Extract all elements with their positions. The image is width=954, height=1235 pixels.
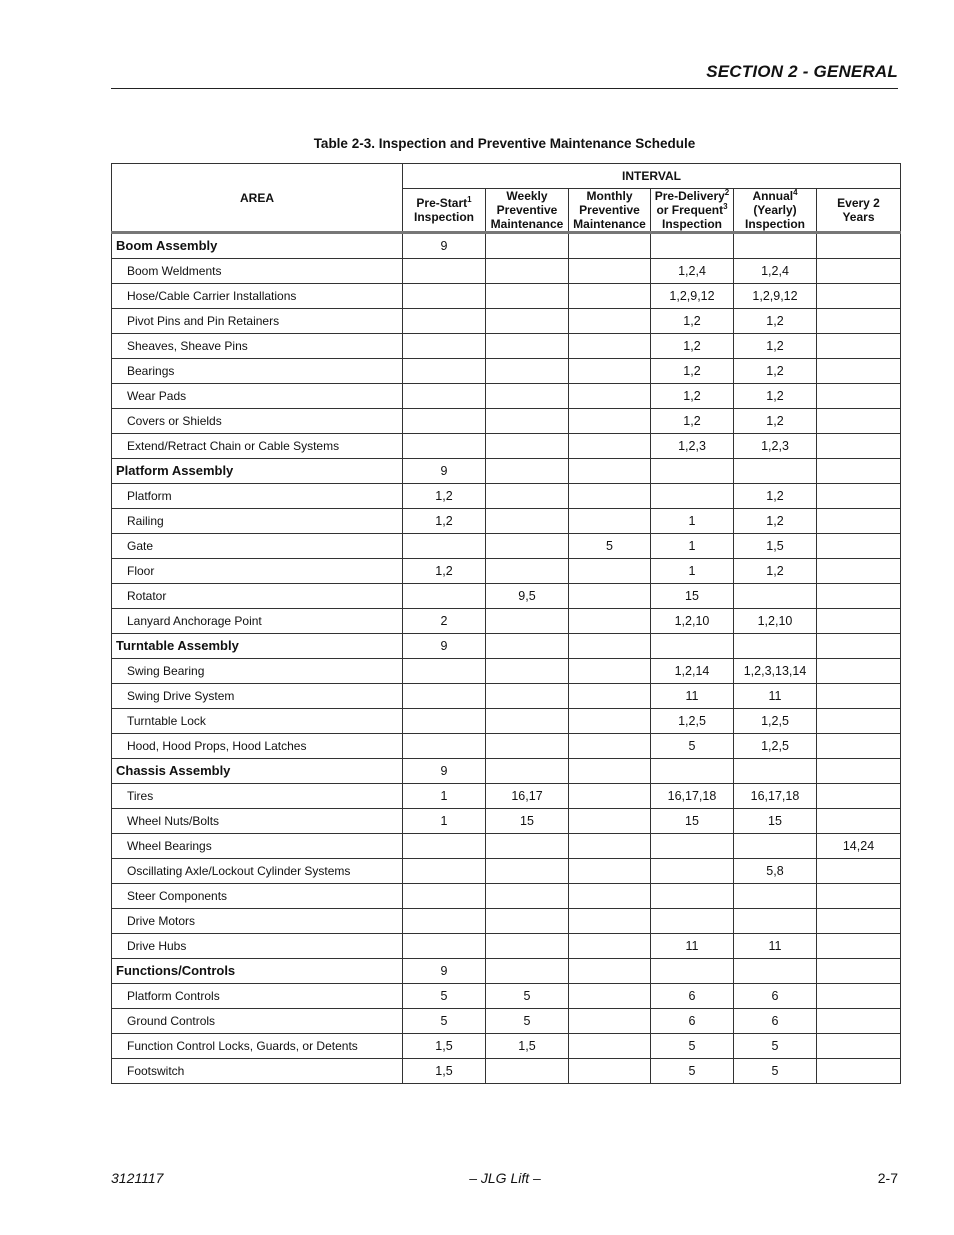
group-row (112, 233, 901, 259)
interval-cell (403, 659, 486, 684)
interval-cell (486, 684, 569, 709)
area-label: Swing Drive System (112, 684, 403, 709)
table-row (112, 709, 901, 734)
interval-cell: 5 (569, 534, 651, 559)
interval-cell: 9,5 (486, 584, 569, 609)
interval-cell (569, 309, 651, 334)
interval-cell (403, 709, 486, 734)
interval-cell: 11 (734, 934, 817, 959)
interval-cell (403, 909, 486, 934)
interval-cell (569, 884, 651, 909)
interval-cell (734, 459, 817, 484)
interval-cell (569, 284, 651, 309)
interval-cell: 9 (403, 459, 486, 484)
area-label: Wear Pads (112, 384, 403, 409)
interval-cell (569, 784, 651, 809)
interval-cell: 9 (403, 233, 486, 259)
interval-cell: 5 (486, 1009, 569, 1034)
interval-cell (817, 459, 901, 484)
interval-cell (817, 709, 901, 734)
table-row (112, 609, 901, 634)
group-label: Boom Assembly (112, 233, 403, 259)
table-row (112, 534, 901, 559)
interval-cell (734, 233, 817, 259)
interval-cell (569, 834, 651, 859)
interval-cell: 1,2,3 (734, 434, 817, 459)
interval-cell: 1,2 (651, 309, 734, 334)
interval-cell (651, 759, 734, 784)
interval-cell (569, 934, 651, 959)
table-row (112, 434, 901, 459)
table-row (112, 409, 901, 434)
interval-cell (403, 259, 486, 284)
interval-cell (569, 1034, 651, 1059)
interval-cell (817, 634, 901, 659)
interval-cell (403, 934, 486, 959)
area-label: Function Control Locks, Guards, or Detents (112, 1034, 403, 1059)
interval-cell (817, 684, 901, 709)
group-row (112, 459, 901, 484)
interval-cell (651, 884, 734, 909)
interval-cell: 1,2 (734, 484, 817, 509)
interval-cell (486, 233, 569, 259)
group-label: Functions/Controls (112, 959, 403, 984)
interval-cell (486, 259, 569, 284)
interval-column-header: Pre-Delivery$^2$ or Frequent$^3$ Inspection (651, 189, 734, 233)
interval-cell (403, 309, 486, 334)
interval-cell: 1 (403, 809, 486, 834)
footer-page-number: 2-7 (877, 1170, 898, 1186)
area-label: Boom Weldments (112, 259, 403, 284)
interval-cell (486, 534, 569, 559)
interval-cell (569, 259, 651, 284)
interval-cell: 1,5 (734, 534, 817, 559)
interval-cell (403, 359, 486, 384)
interval-cell (734, 909, 817, 934)
interval-cell: 1,2,9,12 (651, 284, 734, 309)
interval-cell (486, 309, 569, 334)
area-label: Drive Motors (112, 909, 403, 934)
interval-cell (817, 534, 901, 559)
interval-cell: 16,17,18 (651, 784, 734, 809)
table-row (112, 934, 901, 959)
interval-cell (486, 334, 569, 359)
interval-cell (569, 584, 651, 609)
interval-cell: 11 (651, 934, 734, 959)
interval-cell: 1,2 (734, 334, 817, 359)
interval-cell: 1,2,5 (651, 709, 734, 734)
interval-cell (403, 384, 486, 409)
interval-cell (486, 384, 569, 409)
interval-cell (486, 284, 569, 309)
interval-cell (817, 809, 901, 834)
interval-cell (569, 809, 651, 834)
interval-cell (569, 334, 651, 359)
interval-cell (486, 734, 569, 759)
interval-cell: 16,17 (486, 784, 569, 809)
interval-cell: 1,2,5 (734, 734, 817, 759)
maintenance-schedule-table (111, 163, 901, 1084)
interval-cell (569, 233, 651, 259)
interval-cell (651, 634, 734, 659)
area-label: Hood, Hood Props, Hood Latches (112, 734, 403, 759)
interval-cell: 6 (651, 984, 734, 1009)
interval-cell (734, 584, 817, 609)
interval-cell (486, 559, 569, 584)
table-row (112, 259, 901, 284)
interval-cell: 15 (486, 809, 569, 834)
interval-cell: 1,2 (651, 334, 734, 359)
interval-column-header: Weekly Preventive Maintenance (486, 189, 569, 233)
table-row (112, 884, 901, 909)
area-label: Extend/Retract Chain or Cable Systems (112, 434, 403, 459)
area-label: Platform Controls (112, 984, 403, 1009)
area-label: Gate (112, 534, 403, 559)
interval-cell: 15 (734, 809, 817, 834)
interval-cell (403, 584, 486, 609)
area-label: Floor (112, 559, 403, 584)
interval-cell: 5 (651, 734, 734, 759)
interval-cell (403, 859, 486, 884)
table-row (112, 734, 901, 759)
area-label: Turntable Lock (112, 709, 403, 734)
interval-cell (817, 584, 901, 609)
interval-cell (403, 734, 486, 759)
interval-cell: 2 (403, 609, 486, 634)
interval-cell: 5 (734, 1059, 817, 1084)
interval-cell (486, 434, 569, 459)
interval-cell (486, 959, 569, 984)
interval-cell (651, 959, 734, 984)
interval-cell (817, 559, 901, 584)
section-header: SECTION 2 - GENERAL (706, 62, 898, 81)
interval-cell (569, 909, 651, 934)
area-label: Oscillating Axle/Lockout Cylinder Systems (112, 859, 403, 884)
interval-cell: 1,2 (651, 409, 734, 434)
interval-cell (817, 233, 901, 259)
interval-cell: 5,8 (734, 859, 817, 884)
interval-cell (403, 409, 486, 434)
interval-cell (817, 959, 901, 984)
table-row (112, 809, 901, 834)
interval-cell (486, 484, 569, 509)
area-label: Platform (112, 484, 403, 509)
interval-cell (486, 709, 569, 734)
interval-cell (817, 1059, 901, 1084)
interval-cell: 1,2 (651, 384, 734, 409)
interval-cell: 1,5 (403, 1034, 486, 1059)
interval-header: INTERVAL (403, 164, 901, 189)
interval-cell: 11 (734, 684, 817, 709)
interval-cell (403, 284, 486, 309)
interval-cell: 6 (734, 1009, 817, 1034)
interval-cell (486, 509, 569, 534)
interval-cell (817, 784, 901, 809)
interval-cell (817, 1009, 901, 1034)
interval-cell (486, 409, 569, 434)
interval-cell: 6 (734, 984, 817, 1009)
table-title: Table 2-3. Inspection and Preventive Maintenance Schedule (313, 136, 696, 151)
interval-cell (817, 334, 901, 359)
interval-cell (486, 634, 569, 659)
area-label: Rotator (112, 584, 403, 609)
interval-cell (403, 434, 486, 459)
table-row (112, 1009, 901, 1034)
interval-cell: 1,2,3,13,14 (734, 659, 817, 684)
table-row (112, 859, 901, 884)
table-row (112, 659, 901, 684)
interval-cell (569, 634, 651, 659)
table-row (112, 909, 901, 934)
table-row (112, 309, 901, 334)
interval-cell (486, 859, 569, 884)
table-row (112, 384, 901, 409)
footer-publisher: – JLG Lift – (469, 1170, 541, 1186)
area-label: Drive Hubs (112, 934, 403, 959)
interval-cell (486, 909, 569, 934)
interval-cell: 5 (403, 1009, 486, 1034)
area-column-header: AREA (112, 164, 403, 233)
interval-cell (817, 1034, 901, 1059)
interval-cell (817, 359, 901, 384)
interval-cell (734, 834, 817, 859)
interval-cell (817, 384, 901, 409)
interval-cell (817, 484, 901, 509)
interval-cell (486, 459, 569, 484)
interval-cell (569, 359, 651, 384)
interval-cell (569, 559, 651, 584)
interval-cell: 1,2,4 (651, 259, 734, 284)
interval-cell (817, 884, 901, 909)
interval-cell: 1,2 (734, 309, 817, 334)
group-label: Turntable Assembly (112, 634, 403, 659)
interval-cell (403, 884, 486, 909)
interval-cell (817, 609, 901, 634)
area-label: Sheaves, Sheave Pins (112, 334, 403, 359)
area-label: Wheel Bearings (112, 834, 403, 859)
interval-cell (734, 634, 817, 659)
table-row (112, 559, 901, 584)
table-row (112, 484, 901, 509)
interval-cell: 1 (651, 559, 734, 584)
interval-cell: 5 (734, 1034, 817, 1059)
footer-doc-number: 3121117 (111, 1170, 164, 1186)
interval-cell: 1,5 (486, 1034, 569, 1059)
interval-cell (569, 509, 651, 534)
interval-cell: 1 (403, 784, 486, 809)
interval-cell (486, 359, 569, 384)
table-row (112, 1059, 901, 1084)
interval-cell: 1,2,14 (651, 659, 734, 684)
area-label: Tires (112, 784, 403, 809)
area-label: Steer Components (112, 884, 403, 909)
interval-cell (817, 859, 901, 884)
interval-cell: 1,2 (403, 484, 486, 509)
interval-cell: 1,2,10 (734, 609, 817, 634)
interval-cell: 5 (403, 984, 486, 1009)
table-row (112, 284, 901, 309)
table-row (112, 684, 901, 709)
interval-cell (569, 959, 651, 984)
interval-cell: 15 (651, 584, 734, 609)
interval-cell: 5 (651, 1059, 734, 1084)
group-row (112, 634, 901, 659)
interval-cell: 14,24 (817, 834, 901, 859)
interval-cell: 1,2,3 (651, 434, 734, 459)
group-label: Platform Assembly (112, 459, 403, 484)
interval-cell: 9 (403, 959, 486, 984)
interval-cell (817, 984, 901, 1009)
area-label: Swing Bearing (112, 659, 403, 684)
interval-cell (651, 909, 734, 934)
interval-cell (569, 684, 651, 709)
interval-cell (486, 884, 569, 909)
interval-cell: 9 (403, 759, 486, 784)
interval-cell (569, 859, 651, 884)
interval-cell (569, 1009, 651, 1034)
interval-cell (651, 459, 734, 484)
table-row (112, 584, 901, 609)
interval-cell (569, 384, 651, 409)
interval-column-header: Annual$^4$ (Yearly) Inspection (734, 189, 817, 233)
interval-cell: 11 (651, 684, 734, 709)
area-label: Bearings (112, 359, 403, 384)
interval-cell (651, 233, 734, 259)
interval-cell: 5 (486, 984, 569, 1009)
interval-cell (817, 759, 901, 784)
interval-cell (817, 934, 901, 959)
interval-cell: 1,2 (734, 384, 817, 409)
interval-cell (817, 434, 901, 459)
table-row (112, 1034, 901, 1059)
group-row (112, 759, 901, 784)
area-label: Hose/Cable Carrier Installations (112, 284, 403, 309)
interval-cell (569, 1059, 651, 1084)
area-label: Footswitch (112, 1059, 403, 1084)
interval-cell (569, 484, 651, 509)
interval-cell (569, 409, 651, 434)
interval-cell: 1,2 (651, 359, 734, 384)
interval-cell (569, 759, 651, 784)
table-row (112, 334, 901, 359)
interval-cell (569, 659, 651, 684)
interval-cell (569, 709, 651, 734)
interval-cell (817, 509, 901, 534)
group-row (112, 959, 901, 984)
interval-cell (403, 684, 486, 709)
interval-cell: 1,2,10 (651, 609, 734, 634)
interval-cell (486, 934, 569, 959)
interval-cell (734, 959, 817, 984)
interval-cell (817, 309, 901, 334)
interval-cell: 1,5 (403, 1059, 486, 1084)
interval-cell: 6 (651, 1009, 734, 1034)
interval-cell (486, 609, 569, 634)
interval-column-header: Every 2 Years (817, 189, 901, 233)
interval-cell (569, 734, 651, 759)
interval-cell (569, 434, 651, 459)
interval-cell: 1,2 (734, 359, 817, 384)
interval-column-header: Pre-Start$^1$ Inspection (403, 189, 486, 233)
interval-cell: 1,2,5 (734, 709, 817, 734)
interval-cell (403, 834, 486, 859)
interval-cell (486, 834, 569, 859)
area-label: Wheel Nuts/Bolts (112, 809, 403, 834)
interval-cell: 1 (651, 534, 734, 559)
interval-cell (651, 834, 734, 859)
interval-cell (651, 859, 734, 884)
interval-cell: 15 (651, 809, 734, 834)
interval-cell: 9 (403, 634, 486, 659)
interval-cell: 1,2,9,12 (734, 284, 817, 309)
area-label: Lanyard Anchorage Point (112, 609, 403, 634)
interval-cell: 1,2 (403, 509, 486, 534)
interval-cell (486, 759, 569, 784)
area-label: Covers or Shields (112, 409, 403, 434)
table-row (112, 834, 901, 859)
interval-cell (817, 734, 901, 759)
interval-cell (734, 759, 817, 784)
interval-cell: 16,17,18 (734, 784, 817, 809)
interval-cell (817, 909, 901, 934)
interval-cell: 1,2 (734, 509, 817, 534)
area-label: Railing (112, 509, 403, 534)
group-label: Chassis Assembly (112, 759, 403, 784)
interval-cell (486, 1059, 569, 1084)
interval-cell (817, 409, 901, 434)
interval-cell (651, 484, 734, 509)
interval-cell (403, 334, 486, 359)
interval-cell (569, 459, 651, 484)
interval-cell (817, 284, 901, 309)
interval-cell (569, 609, 651, 634)
interval-cell (734, 884, 817, 909)
interval-cell: 1,2 (403, 559, 486, 584)
table-row (112, 784, 901, 809)
interval-cell (486, 659, 569, 684)
interval-cell: 1 (651, 509, 734, 534)
table-row (112, 984, 901, 1009)
interval-cell (569, 984, 651, 1009)
header-rule (111, 88, 898, 89)
interval-cell: 5 (651, 1034, 734, 1059)
interval-cell: 1,2,4 (734, 259, 817, 284)
interval-cell (817, 659, 901, 684)
interval-column-header: Monthly Preventive Maintenance (569, 189, 651, 233)
table-row (112, 509, 901, 534)
area-label: Pivot Pins and Pin Retainers (112, 309, 403, 334)
interval-cell: 1,2 (734, 559, 817, 584)
interval-cell: 1,2 (734, 409, 817, 434)
area-label: Ground Controls (112, 1009, 403, 1034)
interval-cell (817, 259, 901, 284)
interval-cell (403, 534, 486, 559)
table-row (112, 359, 901, 384)
